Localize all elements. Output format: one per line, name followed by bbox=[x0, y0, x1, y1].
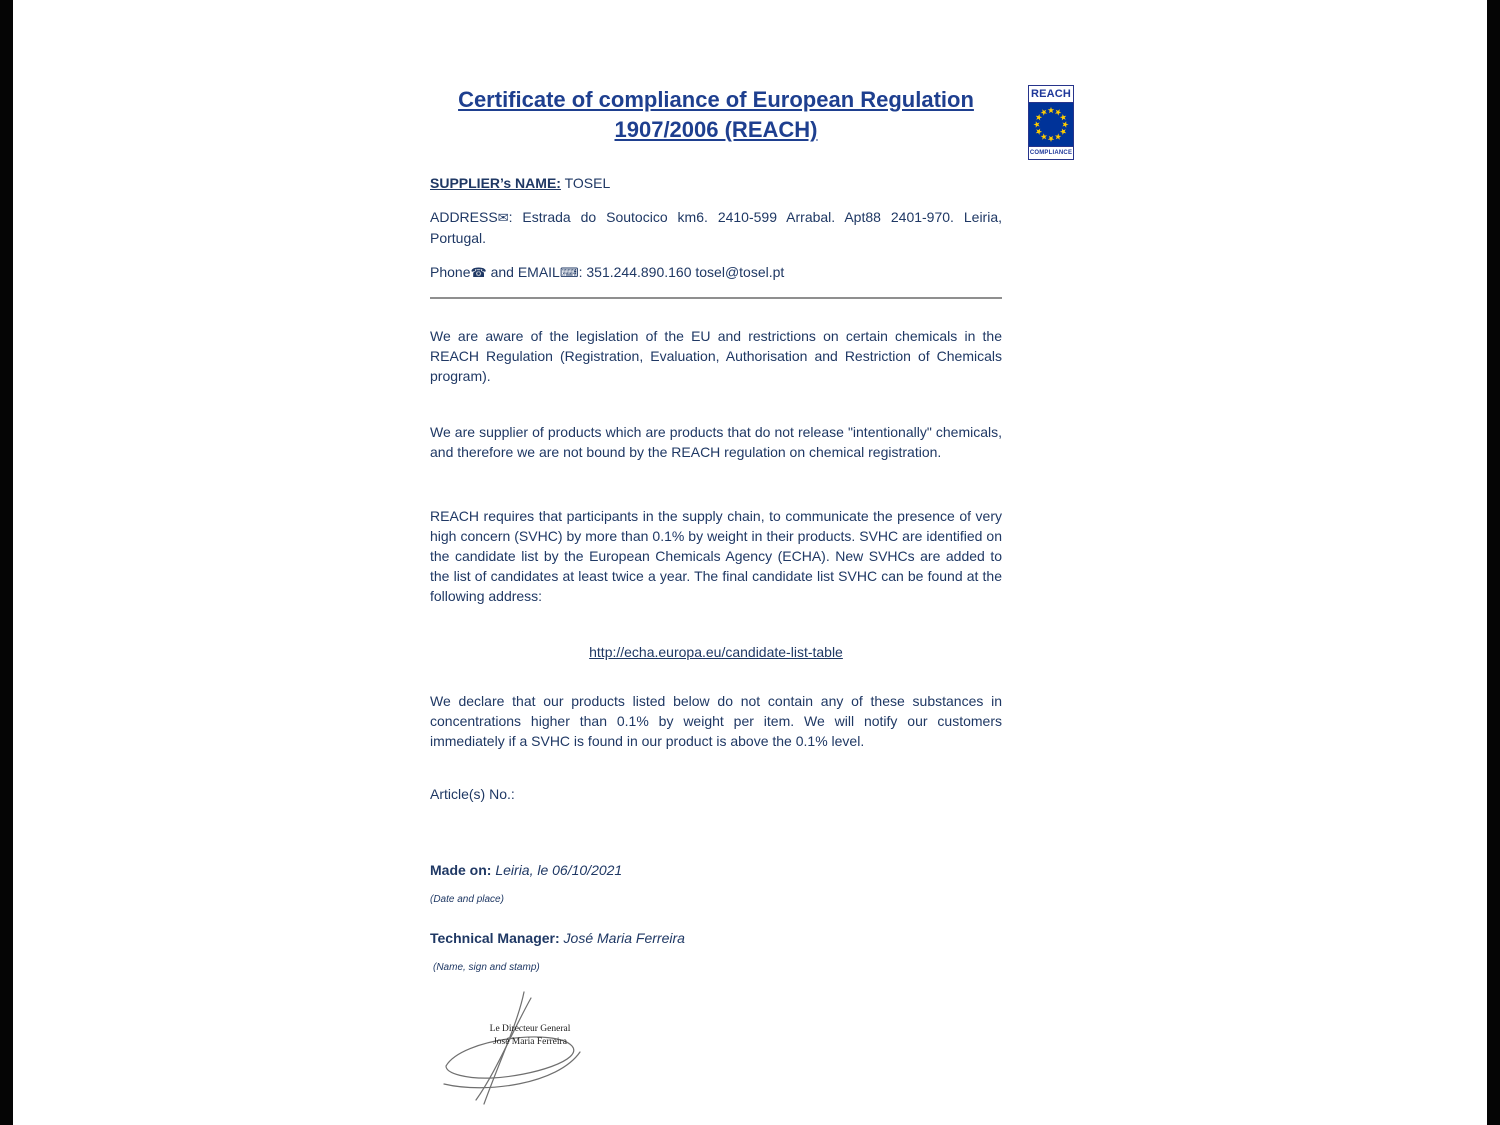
reach-logo-title: REACH bbox=[1029, 86, 1073, 103]
candidate-list-link[interactable]: http://echa.europa.eu/candidate-list-table bbox=[589, 644, 843, 660]
stamp-line2: José Maria Ferreira bbox=[493, 1037, 567, 1047]
made-on-row bbox=[430, 860, 1002, 880]
letterbox-right bbox=[1487, 0, 1500, 1125]
address-value: : Estrada do Soutocico km6. 2410-599 Arrabal. Apt88 2401-970. Leiria, Portugal. bbox=[430, 209, 1002, 246]
page-title-line1: Certificate of compliance of European Regulation bbox=[458, 87, 974, 112]
certificate-document bbox=[430, 85, 1002, 1113]
supplier-name-label: SUPPLIER’s NAME: bbox=[430, 175, 561, 191]
technical-manager-row bbox=[430, 928, 1002, 948]
technical-manager-name: José Maria Ferreira bbox=[559, 930, 685, 946]
made-on-value: Leiria, le 06/10/2021 bbox=[491, 862, 623, 878]
paragraph-declaration: We declare that our products listed below do not contain any of these substances in concentrations higher than 0.1% by weight per item. We will notify our customers immediately if a SVHC is found in our product is above the 0.1% level. bbox=[430, 693, 1002, 749]
supplier-name-row bbox=[430, 173, 1002, 193]
phone-label: Phone bbox=[430, 264, 471, 280]
page-title bbox=[430, 85, 1002, 145]
date-place-note: (Date and place) bbox=[430, 894, 504, 905]
article-number-label: Article(s) No.: bbox=[430, 786, 515, 802]
signature-scribble-icon bbox=[438, 988, 628, 1113]
reach-compliance-logo bbox=[1028, 85, 1074, 160]
supplier-address-row bbox=[430, 207, 1002, 248]
eu-flag-stars-icon bbox=[1029, 103, 1073, 146]
paragraph-reach-awareness: We are aware of the legislation of the EU and restrictions on certain chemicals in the REACH Regulation (Registration, Evaluation, Authorisation and Restriction of Chemicals program). bbox=[430, 328, 1002, 384]
technical-manager-label: Technical Manager: bbox=[430, 930, 560, 946]
signature-area bbox=[438, 988, 628, 1113]
computer-icon: ⌨ bbox=[559, 265, 579, 280]
sign-stamp-note: (Name, sign and stamp) bbox=[433, 962, 540, 973]
page-title-line2: 1907/2006 (REACH) bbox=[614, 117, 818, 142]
paragraph-svhc-requirements: REACH requires that participants in the supply chain, to communicate the presence of very high concern (SVHC) by more than 0.1% by weight in their products. SVHC are identified on the candidate list by the European Chemicals Agency (ECHA). New SVHCs are added to the list of candidates at least twice a year. The final candidate list SVHC can be found at the following address: bbox=[430, 508, 1002, 604]
stamp-line1: Le Directeur General bbox=[489, 1024, 571, 1034]
letterbox-left bbox=[0, 0, 13, 1125]
candidate-list-link-row bbox=[430, 642, 1002, 662]
reach-logo-caption: COMPLIANCE bbox=[1029, 146, 1073, 159]
and-email-label: and EMAIL bbox=[486, 264, 560, 280]
supplier-contact-row bbox=[430, 262, 1002, 283]
paragraph-supplier-statement: We are supplier of products which are products that do not release "intentionally" chemicals, and therefore we are not bound by the REACH regulation on chemical registration. bbox=[430, 424, 1002, 460]
envelope-icon: ✉ bbox=[497, 210, 509, 225]
phone-icon: ☎ bbox=[470, 265, 487, 280]
supplier-name-value: TOSEL bbox=[560, 175, 611, 191]
contact-value: : 351.244.890.160 tosel@tosel.pt bbox=[578, 264, 785, 280]
section-divider bbox=[430, 297, 1002, 299]
supplier-block bbox=[430, 173, 1002, 283]
address-label: ADDRESS bbox=[430, 209, 498, 225]
made-on-label: Made on: bbox=[430, 862, 492, 878]
